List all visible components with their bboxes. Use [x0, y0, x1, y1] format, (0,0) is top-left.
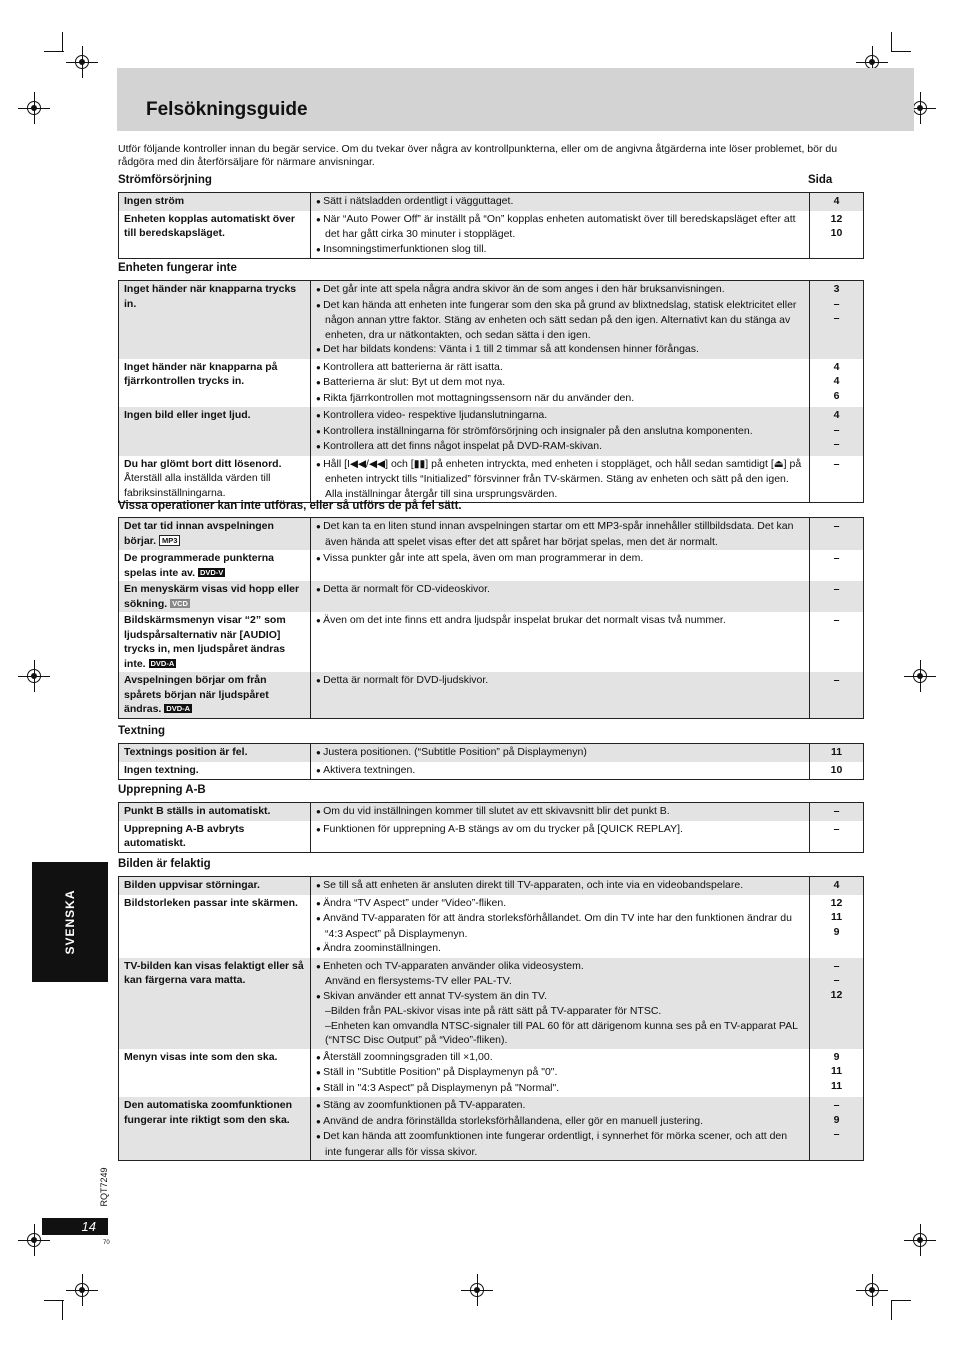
bullet-icon: ●: [316, 961, 324, 971]
bullet-icon: ●: [316, 616, 324, 625]
bullet-icon: ●: [316, 1116, 324, 1126]
problem-text: Den automatiska zoomfunktionen fungerar inte riktigt som den ska.: [124, 1099, 293, 1126]
remedy-item: [316, 822, 804, 838]
remedy-cell: [311, 958, 810, 1049]
page-ref: 11: [830, 911, 843, 923]
problem-cell: [119, 762, 311, 780]
bullet-icon: ●: [316, 197, 324, 206]
table-row: [119, 550, 864, 581]
problem-text: Bilden uppvisar störningar.: [124, 879, 260, 891]
remedy-item: [316, 551, 804, 567]
table-row: [119, 518, 864, 551]
remedy-text: Batterierna är slut: Byt ut dem mot nya.: [323, 376, 506, 388]
bullet-icon: ●: [316, 944, 324, 953]
bullet-icon: ●: [316, 411, 324, 420]
bullet-icon: ●: [316, 914, 324, 923]
remedy-item: [316, 673, 804, 689]
remedy-text: Vissa punkter går inte att spela, även om man programmerar in dem.: [323, 552, 644, 564]
page-ref: –: [833, 520, 840, 532]
section-title-subtitle: Textning: [118, 725, 166, 737]
remedy-text: Funktionen för upprepning A-B stängs av om du trycker på [QUICK REPLAY].: [323, 822, 683, 835]
remedy-text: Det går inte att spela några andra skivor än de som anges i den här bruksanvisningen.: [323, 283, 725, 295]
bullet-icon: ●: [316, 554, 324, 563]
remedy-item: [316, 194, 804, 210]
remedy-text: Detta är normalt för CD-videoskivor.: [323, 583, 490, 595]
table-power: [118, 192, 864, 259]
problem-cell: [119, 672, 311, 718]
page-ref: –: [833, 974, 840, 986]
crop-mark: [891, 32, 892, 52]
page-ref-cell: [810, 518, 864, 551]
disc-badge: DVD-V: [199, 567, 224, 577]
remedy-item: [316, 342, 804, 358]
remedy-item: [316, 519, 804, 549]
bullet-icon: ●: [316, 1068, 324, 1077]
page-ref: –: [833, 423, 840, 436]
page-ref: –: [833, 805, 840, 817]
remedy-item: [316, 582, 804, 598]
remedy-item: [316, 1098, 804, 1114]
page-ref: 9: [833, 1050, 840, 1063]
remedy-text: Återställ zoomningsgraden till ×1,00.: [323, 1050, 493, 1063]
page-ref: 4: [833, 409, 840, 421]
page-ref-cell: [810, 456, 864, 503]
crop-mark: [44, 1300, 64, 1301]
section-title-unit: Enheten fungerar inte: [118, 262, 237, 274]
page-ref-cell: [810, 1049, 864, 1098]
page-ref: 10: [830, 227, 843, 239]
remedy-text: Rikta fjärrkontrollen mot mottagningssensorn när du använder den.: [323, 391, 635, 404]
problem-text: Du har glömt bort ditt lösenord.: [124, 457, 282, 470]
page-ref: –: [833, 674, 840, 686]
bullet-icon: ●: [316, 881, 324, 890]
bullet-icon: ●: [316, 824, 324, 834]
page-ref: 12: [830, 212, 843, 225]
remedy-item: [316, 212, 804, 242]
remedy-item: [316, 959, 804, 975]
remedy-item: [316, 989, 804, 1005]
table-row: [119, 895, 864, 958]
problem-text: Menyn visas inte som den ska.: [124, 1050, 278, 1063]
table-unit: [118, 280, 864, 503]
bullet-icon: ●: [316, 765, 324, 775]
bullet-icon: ●: [316, 991, 324, 1001]
page-ref: –: [833, 457, 840, 470]
problem-cell: [119, 518, 311, 551]
disc-badge: VCD: [172, 598, 188, 608]
problem-text: TV-bilden kan visas felaktigt eller så kan färgerna vara matta.: [124, 959, 304, 986]
page-column-heading: Sida: [808, 174, 833, 186]
bullet-icon: ●: [316, 585, 324, 594]
remedy-item: [316, 1129, 804, 1159]
bullet-icon: ●: [316, 285, 324, 294]
page-ref: –: [833, 959, 840, 972]
remedy-text: Detta är normalt för DVD-ljudskivor.: [323, 674, 489, 686]
remedy-item: [316, 375, 804, 391]
remedy-item: [316, 613, 804, 629]
problem-cell: [119, 958, 311, 1049]
bullet-icon: ●: [316, 676, 324, 685]
page-ref-cell: [810, 211, 864, 259]
bullet-icon: ●: [316, 459, 324, 469]
remedy-item: [316, 1114, 804, 1130]
remedy-item: [316, 391, 804, 407]
crop-mark: [891, 1300, 892, 1320]
page-ref: –: [833, 583, 840, 595]
table-row: [119, 456, 864, 503]
page-ref: 9: [833, 925, 840, 938]
page-ref: 6: [833, 389, 840, 402]
crop-mark: [891, 51, 911, 52]
bullet-icon: ●: [316, 807, 324, 816]
section-title-ops: Vissa operationer kan inte utföras, eller så utförs de på fel sätt.: [118, 500, 462, 512]
problem-text: Avspelningen börjar om från spårets början när ljudspåret ändras.: [124, 674, 269, 715]
problem-subtext: Återställ alla inställda värden till fabriksinställningarna.: [124, 472, 271, 499]
remedy-cell: [311, 1049, 810, 1098]
remedy-cell: [311, 359, 810, 408]
bullet-icon: ●: [316, 362, 324, 372]
page-ref: –: [833, 312, 840, 324]
problem-text: Ingen textning.: [124, 763, 199, 776]
intro-text: Utför följande kontroller innan du begär service. Om du tvekar över några av kontrollpunkterna, eller om de angivna åtgärderna inte löser problemet, bör du rådgöra med din återförsäljare för närmare anvisningar.: [118, 143, 838, 168]
remedy-item: [316, 896, 804, 912]
remedy-item: [316, 1050, 804, 1066]
remedy-item: [316, 763, 804, 779]
page-number: 14: [81, 1219, 96, 1234]
page-ref: 11: [830, 746, 843, 758]
remedy-cell: [311, 550, 810, 581]
crop-mark: [891, 1300, 911, 1301]
remedy-item: [316, 360, 804, 376]
bullet-icon: ●: [316, 748, 324, 757]
bullet-icon: ●: [316, 442, 324, 451]
remedy-cell: [311, 211, 810, 259]
bullet-icon: ●: [316, 1052, 324, 1062]
problem-cell: [119, 1097, 311, 1161]
page-ref-cell: [810, 958, 864, 1049]
remedy-text: Kontrollera att det finns något inspelat på DVD-RAM-skivan.: [323, 440, 603, 452]
remedy-item: [316, 941, 804, 957]
disc-badge: DVD-A: [166, 704, 191, 713]
page-ref-cell: [810, 550, 864, 581]
remedy-cell: [311, 456, 810, 503]
page-title: Felsökningsguide: [146, 99, 308, 120]
remedy-cell: [311, 744, 810, 762]
print-code: 70: [103, 1240, 110, 1246]
table-row: [119, 803, 864, 821]
table-subtitle: [118, 743, 864, 780]
problem-text: Inget händer när knapparna på fjärrkontrollen trycks in.: [124, 360, 278, 387]
table-row: [119, 958, 864, 1049]
remedy-item: [316, 457, 804, 502]
crop-mark: [44, 51, 64, 52]
problem-text: Det tar tid innan avspelningen börjar.: [124, 520, 274, 547]
problem-text: Inget händer när knapparna trycks in.: [124, 283, 297, 310]
remedy-text: Använd en flersystems-TV eller PAL-TV.: [325, 975, 512, 987]
page-ref: –: [833, 1099, 840, 1111]
bullet-icon: ●: [316, 1083, 324, 1093]
remedy-item: [316, 282, 804, 298]
problem-cell: [119, 550, 311, 581]
page-ref-cell: [810, 1097, 864, 1161]
bullet-icon: ●: [316, 522, 324, 531]
remedy-text: Om du vid inställningen kommer till slutet av ett skivavsnitt blir det punkt B.: [323, 805, 670, 817]
problem-cell: [119, 744, 311, 762]
problem-cell: [119, 211, 311, 259]
table-row: [119, 1097, 864, 1161]
remedy-text: Använd TV-apparaten för att ändra storleksförhållandet. Om din TV inte har den funktionen ändrar du “4:3 Aspect” på Displaymenyn.: [323, 912, 792, 940]
remedy-text: Ställ in "Subtitle Position" på Displaymenyn på "0".: [323, 1066, 558, 1078]
bullet-icon: ●: [316, 1132, 324, 1141]
page-ref: 11: [830, 1079, 843, 1092]
remedy-cell: [311, 672, 810, 718]
problem-text: De programmerade punkterna spelas inte av.: [124, 552, 274, 579]
remedy-item: [316, 1081, 804, 1097]
page-ref: 4: [833, 879, 840, 891]
problem-text: Textnings position är fel.: [124, 746, 248, 758]
problem-cell: [119, 1049, 311, 1098]
problem-cell: [119, 359, 311, 408]
table-row: [119, 581, 864, 612]
remedy-item: [316, 424, 804, 440]
page-ref: 3: [833, 283, 840, 295]
section-title-repeat: Upprepning A-B: [118, 784, 206, 796]
crop-mark: [62, 1300, 63, 1320]
page-ref: –: [833, 552, 840, 564]
remedy-text: Stäng av zoomfunktionen på TV-apparaten.: [323, 1099, 526, 1111]
page-number-box: [42, 1218, 108, 1235]
page-ref-cell: [810, 193, 864, 211]
remedy-item: [316, 439, 804, 455]
table-row: [119, 672, 864, 718]
remedy-text: Ställ in "4:3 Aspect" på Displaymenyn på "Normal".: [323, 1081, 560, 1094]
problem-cell: [119, 193, 311, 211]
problem-cell: [119, 281, 311, 359]
table-row: [119, 612, 864, 672]
remedy-cell: [311, 612, 810, 672]
remedy-cell: [311, 821, 810, 853]
table-row: [119, 762, 864, 780]
remedy-item: [316, 878, 804, 894]
remedy-text: –Bilden från PAL-skivor visas inte på rätt sätt på TV-apparater för NTSC.: [325, 1005, 662, 1017]
page-ref: –: [833, 1128, 840, 1140]
remedy-item: [316, 804, 804, 820]
remedy-text: Ändra zoominställningen.: [323, 942, 441, 954]
table-ops: [118, 517, 864, 719]
remedy-text: Det kan hända att enheten inte fungerar som den ska på grund av blixtnedslag, statisk elektricitet eller någon annan yttre faktor. Stäng av enheten och sätt sedan på den igen. Alternativt kan du stänga av enheten, dra ur nätkontakten, och sedan sätta i den igen.: [323, 298, 797, 341]
problem-cell: [119, 877, 311, 895]
page-ref: 4: [833, 360, 840, 373]
remedy-cell: [311, 518, 810, 551]
remedy-cell: [311, 281, 810, 359]
remedy-text: Justera positionen. (“Subtitle Position” på Displaymenyn): [323, 746, 587, 758]
remedy-text: Det kan ta en liten stund innan avspelningen startar om ett MP3-spår innehåller stillbildsdata. Det kan även hända att spelet visas efter det att spåret har börjat spelas, men det är normalt.: [323, 520, 794, 548]
page-ref-cell: [810, 762, 864, 780]
problem-text: En menyskärm visas vid hopp eller sökning.: [124, 583, 300, 610]
remedy-item: [316, 1004, 804, 1019]
remedy-cell: [311, 407, 810, 456]
remedy-cell: [311, 193, 810, 211]
page-ref-cell: [810, 581, 864, 612]
bullet-icon: ●: [316, 898, 324, 908]
problem-text: Enheten kopplas automatiskt över till beredskapsläget.: [124, 212, 295, 239]
remedy-cell: [311, 1097, 810, 1161]
problem-text: Ingen bild eller inget ljud.: [124, 409, 251, 421]
table-row: [119, 744, 864, 762]
page-ref-cell: [810, 612, 864, 672]
bullet-icon: ●: [316, 300, 324, 310]
table-row: [119, 407, 864, 456]
problem-cell: [119, 456, 311, 503]
remedy-cell: [311, 877, 810, 895]
remedy-item: [316, 242, 804, 258]
bullet-icon: ●: [316, 378, 324, 387]
problem-cell: [119, 581, 311, 612]
bullet-icon: ●: [316, 345, 324, 354]
table-row: [119, 281, 864, 359]
remedy-text: Insomningstimerfunktionen slog till.: [323, 242, 487, 255]
page-ref: 9: [833, 1113, 840, 1126]
problem-text: Bildstorleken passar inte skärmen.: [124, 896, 298, 909]
bullet-icon: ●: [316, 426, 324, 436]
page-ref: –: [833, 822, 840, 835]
remedy-text: Kontrollera video- respektive ljudanslutningarna.: [323, 409, 548, 421]
remedy-text: Ändra “TV Aspect” under “Video”-fliken.: [323, 896, 507, 909]
page-ref: –: [833, 438, 840, 450]
page-ref: 10: [830, 763, 843, 776]
table-row: [119, 821, 864, 853]
remedy-text: Se till så att enheten är ansluten direkt till TV-apparaten, och inte via en videobandspelare.: [323, 879, 744, 891]
bullet-icon: ●: [316, 244, 324, 254]
remedy-item: [316, 1019, 804, 1048]
page-ref-cell: [810, 672, 864, 718]
remedy-text: Kontrollera inställningarna för strömförsörjning och insignaler på den anslutna komponenten.: [323, 424, 753, 437]
page-ref: –: [833, 614, 840, 626]
remedy-text: När “Auto Power Off” är inställt på “On” kopplas enheten automatiskt över till beredskapsläget efter att det har gått cirka 30 minuter i stoppläget.: [323, 212, 796, 240]
page-ref-cell: [810, 744, 864, 762]
language-tab-label: SVENSKA: [63, 889, 77, 955]
problem-cell: [119, 895, 311, 958]
page-ref-cell: [810, 803, 864, 821]
language-tab: [32, 862, 108, 982]
page-ref: 11: [830, 1065, 843, 1077]
bullet-icon: ●: [316, 214, 324, 224]
table-row: [119, 193, 864, 211]
crop-mark: [62, 32, 63, 52]
table-row: [119, 1049, 864, 1098]
problem-cell: [119, 803, 311, 821]
remedy-cell: [311, 762, 810, 780]
problem-text: Upprepning A-B avbryts automatiskt.: [124, 822, 245, 849]
problem-text: Bildskärmsmenyn visar “2” som ljudspårsalternativ när [AUDIO] trycks in, men ljudspåret ändras inte.: [124, 614, 286, 670]
page-ref: –: [833, 297, 840, 310]
remedy-text: Sätt i nätsladden ordentligt i vägguttaget.: [323, 195, 514, 207]
remedy-text: Håll [I◀◀/◀◀] och [▮▮] på enheten intryckta, med enheten i stoppläget, och håll sedan samtidigt [⏏] på enheten intryckt tills “Initialized” försvinner från TV-skärmen. Stäng av enheten och sätt på den igen. Alla inställningar återgår till sina ursprungsvärden.: [323, 457, 802, 500]
page-ref: 4: [833, 375, 840, 387]
section-title-power: Strömförsörjning: [118, 174, 212, 186]
remedy-text: Det har bildats kondens: Vänta i 1 till 2 timmar så att kondensen hinner förångas.: [323, 343, 699, 355]
remedy-text: Använd de andra förinställda storleksförhållandena, eller gör en manuell justering.: [323, 1114, 704, 1127]
page-ref: 12: [830, 896, 843, 909]
remedy-text: Kontrollera att batterierna är rätt isatta.: [323, 360, 503, 373]
remedy-text: Även om det inte finns ett andra ljudspår inspelat brukar det normalt visas två nummer.: [323, 614, 726, 626]
problem-text: Ingen ström: [124, 195, 185, 207]
problem-text: Punkt B ställs in automatiskt.: [124, 805, 271, 817]
table-repeat: [118, 802, 864, 853]
table-row: [119, 359, 864, 408]
disc-badge: MP3: [159, 535, 180, 546]
page-ref-cell: [810, 407, 864, 456]
table-picture: [118, 876, 864, 1161]
remedy-cell: [311, 581, 810, 612]
remedy-cell: [311, 895, 810, 958]
table-row: [119, 211, 864, 259]
remedy-cell: [311, 803, 810, 821]
remedy-item: [316, 911, 804, 941]
remedy-item: [316, 408, 804, 424]
problem-cell: [119, 821, 311, 853]
remedy-item: [316, 745, 804, 761]
remedy-item: [316, 1065, 804, 1081]
remedy-text: Enheten och TV-apparaten använder olika videosystem.: [323, 959, 584, 972]
page-ref: 12: [830, 988, 843, 1001]
section-title-picture: Bilden är felaktig: [118, 858, 211, 870]
remedy-text: Skivan använder ett annat TV-system än din TV.: [323, 989, 548, 1002]
problem-cell: [119, 407, 311, 456]
remedy-text: Aktivera textningen.: [323, 763, 416, 776]
remedy-text: –Enheten kan omvandla NTSC-signaler till PAL 60 för att därigenom kunna ses på en TV-apparat PAL (“NTSC Disc Output” på “Video”-fliken).: [325, 1019, 798, 1046]
bullet-icon: ●: [316, 393, 324, 403]
page-ref-cell: [810, 359, 864, 408]
page-ref-cell: [810, 281, 864, 359]
page-ref-cell: [810, 877, 864, 895]
disc-badge: DVD-A: [150, 658, 175, 668]
document-code: RQT7249: [99, 1167, 109, 1207]
remedy-item: [316, 974, 804, 989]
page-ref: 4: [833, 195, 840, 207]
table-row: [119, 877, 864, 895]
problem-cell: [119, 612, 311, 672]
page-ref-cell: [810, 895, 864, 958]
bullet-icon: ●: [316, 1101, 324, 1110]
remedy-text: Det kan hända att zoomfunktionen inte fungerar ordentligt, i synnerhet för mörka scener, och att den inte fungerar alls för vissa skivor.: [323, 1130, 788, 1158]
page-ref-cell: [810, 821, 864, 853]
remedy-item: [316, 298, 804, 343]
